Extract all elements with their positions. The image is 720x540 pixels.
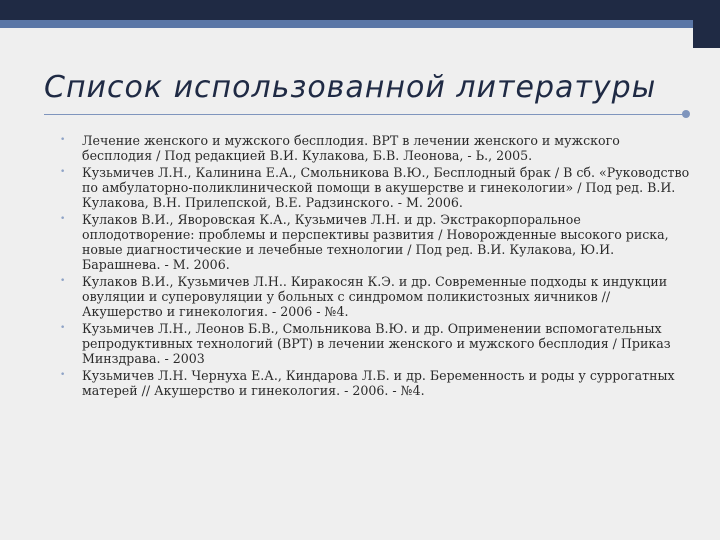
reference-item [60,274,690,319]
reference-list [60,133,690,400]
reference-item [60,212,690,272]
title-underline [44,114,686,115]
bullet-icon: • [60,167,66,177]
header-corner-block [693,0,720,48]
bullet-icon: • [60,276,66,286]
slide-title: Список использованной литературы [44,70,657,105]
reference-item [60,165,690,210]
bullet-icon: • [60,214,66,224]
reference-item [60,321,690,366]
bullet-icon: • [60,370,66,380]
bullet-icon: • [60,323,66,333]
reference-text: Кузьмичев Л.Н. Чернуха Е.А., Киндарова Л.Б. и др. Беременность и роды у суррогатных матерей // Акушерство и гинекология. - 2006. - №4. [82,368,675,398]
reference-item [60,133,690,163]
reference-text: Кулаков В.И., Кузьмичев Л.Н.. Киракосян К.Э. и др. Современные подходы к индукции овуляции и суперовуляции у больных с синдромом поликистозных яичников // Акушерство и гинекология. - 2006 - №4. [82,274,668,319]
reference-text: Кузьмичев Л.Н., Калинина Е.А., Смольникова В.Ю., Бесплодный брак / В сб. «Руководство по амбулаторно-поликлинической помощи в акушерстве и гинекологии» / Под ред. В.И. Кулакова, В.Н. Прилепской, В.Е. Радзинского. - М. 2006. [82,165,690,210]
reference-text: Лечение женского и мужского бесплодия. ВРТ в лечении женского и мужского бесплодия / Под редакцией В.И. Кулакова, Б.В. Леонова, - Ь., 2005. [82,133,620,163]
title-underline-dot [682,110,690,118]
bullet-icon: • [60,135,66,145]
header-band-light [0,20,720,28]
header-band-dark [0,0,720,20]
reference-item [60,368,690,398]
reference-text: Кулаков В.И., Яворовская К.А., Кузьмичев Л.Н. и др. Экстракорпоральное оплодотворение: проблемы и перспективы развития / Новорожденные высокого риска, новые диагностические и лечебные технологии / Под ред. В.И. Кулакова, Ю.И. Барашнева. - М. 2006. [82,212,669,272]
reference-text: Кузьмичев Л.Н., Леонов Б.В., Смольникова В.Ю. и др. Оприменении вспомогательных репродуктивных технологий (ВРТ) в лечении женского и мужского бесплодия / Приказ Минздрава. - 2003 [82,321,671,366]
